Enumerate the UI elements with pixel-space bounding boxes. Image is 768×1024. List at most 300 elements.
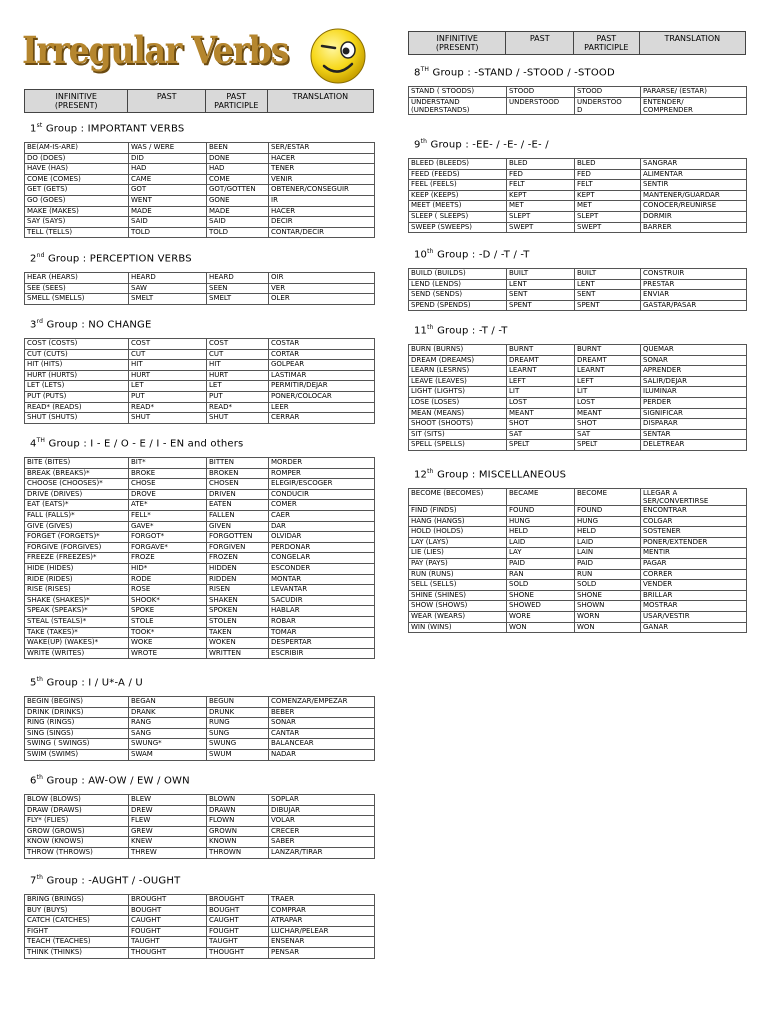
- infinitive-cell: HAVE (HAS): [25, 164, 129, 175]
- group-ordinal-suffix: th: [36, 874, 44, 881]
- translation-cell: SANGRAR: [641, 159, 747, 170]
- translation-cell: SOSTENER: [641, 527, 747, 538]
- past-cell: TAUGHT: [129, 937, 207, 948]
- translation-cell: BRILLAR: [641, 590, 747, 601]
- infinitive-cell: SHAKE (SHAKES)*: [25, 595, 129, 606]
- infinitive-cell: PAY (PAYS): [409, 558, 507, 569]
- past-cell: SOLD: [507, 580, 575, 591]
- participle-cell: HIT: [207, 360, 269, 371]
- past-cell: GREW: [129, 826, 207, 837]
- infinitive-cell: SIT (SITS): [409, 429, 507, 440]
- participle-cell: LENT: [575, 279, 641, 290]
- translation-cell: PERDER: [641, 397, 747, 408]
- participle-cell: CAUGHT: [207, 916, 269, 927]
- translation-cell: ENTENDER/ COMPRENDER: [641, 97, 747, 114]
- table-row: [25, 339, 375, 350]
- group-heading: [30, 318, 152, 330]
- past-cell: LAID: [507, 537, 575, 548]
- participle-cell: FORGIVEN: [207, 542, 269, 553]
- group-number: 3: [30, 319, 37, 331]
- table-row: [409, 159, 747, 170]
- participle-cell: FLOWN: [207, 816, 269, 827]
- past-cell: BLEW: [129, 795, 207, 806]
- translation-cell: GOLPEAR: [269, 360, 375, 371]
- infinitive-cell: HOLD (HOLDS): [409, 527, 507, 538]
- participle-cell: LAIN: [575, 548, 641, 559]
- infinitive-cell: TEACH (TEACHES): [25, 937, 129, 948]
- participle-cell: LOST: [575, 397, 641, 408]
- infinitive-cell: HEAR (HEARS): [25, 273, 129, 284]
- past-cell: PUT: [129, 391, 207, 402]
- past-cell: SENT: [507, 290, 575, 301]
- group-ordinal-suffix: TH: [36, 437, 46, 444]
- translation-cell: IR: [269, 195, 375, 206]
- infinitive-cell: HANG (HANGS): [409, 516, 507, 527]
- participle-cell: BUILT: [575, 269, 641, 280]
- participle-cell: LEARNT: [575, 366, 641, 377]
- infinitive-cell: FREEZE (FREEZES)*: [25, 553, 129, 564]
- table-row: [25, 349, 375, 360]
- past-cell: WROTE: [129, 648, 207, 659]
- table-row: [409, 180, 747, 191]
- infinitive-cell: THINK (THINKS): [25, 947, 129, 958]
- group-number: 11: [414, 325, 428, 337]
- infinitive-cell: SMELL (SMELLS): [25, 294, 129, 305]
- infinitive-cell: BURN (BURNS): [409, 345, 507, 356]
- table-row: [25, 916, 375, 927]
- table-row: [25, 500, 375, 511]
- infinitive-cell: LIGHT (LIGHTS): [409, 387, 507, 398]
- table-row: [409, 376, 747, 387]
- past-cell: CHOSE: [129, 479, 207, 490]
- participle-cell: LEFT: [575, 376, 641, 387]
- past-cell: WON: [507, 622, 575, 633]
- participle-cell: LET: [207, 381, 269, 392]
- infinitive-cell: MAKE (MAKES): [25, 206, 129, 217]
- header-translation: TRANSLATION: [664, 34, 721, 43]
- participle-cell: SOLD: [575, 580, 641, 591]
- infinitive-cell: PUT (PUTS): [25, 391, 129, 402]
- infinitive-cell: LEARN (LESRNS): [409, 366, 507, 377]
- translation-cell: SIGNIFICAR: [641, 408, 747, 419]
- participle-cell: GOT/GOTTEN: [207, 185, 269, 196]
- infinitive-cell: MEAN (MEANS): [409, 408, 507, 419]
- group-ordinal-suffix: th: [36, 676, 44, 683]
- translation-cell: LUCHAR/PELEAR: [269, 926, 375, 937]
- participle-cell: MET: [575, 201, 641, 212]
- participle-cell: TAUGHT: [207, 937, 269, 948]
- participle-cell: BROKEN: [207, 468, 269, 479]
- participle-cell: BLED: [575, 159, 641, 170]
- verb-table: [24, 338, 375, 424]
- table-row: [25, 563, 375, 574]
- table-row: [25, 638, 375, 649]
- table-row: [409, 408, 747, 419]
- infinitive-cell: HIT (HITS): [25, 360, 129, 371]
- left-table-header: [24, 89, 374, 113]
- table-row: [409, 169, 747, 180]
- infinitive-cell: LAY (LAYS): [409, 537, 507, 548]
- table-row: [409, 279, 747, 290]
- table-row: [409, 345, 747, 356]
- past-cell: GOT: [129, 185, 207, 196]
- table-row: [25, 458, 375, 469]
- past-cell: BECAME: [507, 489, 575, 506]
- table-row: [25, 805, 375, 816]
- participle-cell: WOKEN: [207, 638, 269, 649]
- infinitive-cell: LET (LETS): [25, 381, 129, 392]
- group-label: Group : -AUGHT / -OUGHT: [43, 875, 181, 887]
- past-cell: READ*: [129, 402, 207, 413]
- past-cell: BROUGHT: [129, 895, 207, 906]
- past-cell: THOUGHT: [129, 947, 207, 958]
- table-row: [409, 222, 747, 233]
- table-row: [25, 905, 375, 916]
- infinitive-cell: FLY* (FLIES): [25, 816, 129, 827]
- table-row: [25, 847, 375, 858]
- participle-cell: RUN: [575, 569, 641, 580]
- participle-cell: UNDERSTOO D: [575, 97, 641, 114]
- translation-cell: HACER: [269, 153, 375, 164]
- infinitive-cell: RING (RINGS): [25, 718, 129, 729]
- table-row: [25, 718, 375, 729]
- infinitive-cell: LIE (LIES): [409, 548, 507, 559]
- header-past: PAST: [128, 90, 206, 112]
- header-participle: PAST PARTICIPLE: [574, 32, 640, 54]
- participle-cell: SHOWN: [575, 601, 641, 612]
- infinitive-cell: SPELL (SPELLS): [409, 440, 507, 451]
- translation-cell: OBTENER/CONSEGUIR: [269, 185, 375, 196]
- table-row: [409, 516, 747, 527]
- participle-cell: FELT: [575, 180, 641, 191]
- translation-cell: CONTAR/DECIR: [269, 227, 375, 238]
- verb-table: [24, 457, 375, 659]
- translation-cell: MANTENER/GUARDAR: [641, 190, 747, 201]
- infinitive-cell: MEET (MEETS): [409, 201, 507, 212]
- participle-cell: BROUGHT: [207, 895, 269, 906]
- group-heading: [414, 468, 566, 480]
- group-number: 10: [414, 249, 428, 261]
- group-ordinal-suffix: th: [427, 248, 434, 255]
- table-row: [409, 537, 747, 548]
- infinitive-cell: DREAM (DREAMS): [409, 355, 507, 366]
- past-cell: FOUGHT: [129, 926, 207, 937]
- table-row: [25, 947, 375, 958]
- translation-cell: SENTIR: [641, 180, 747, 191]
- table-row: [409, 419, 747, 430]
- table-row: [25, 413, 375, 424]
- infinitive-cell: RUN (RUNS): [409, 569, 507, 580]
- participle-cell: SHONE: [575, 590, 641, 601]
- table-row: [409, 622, 747, 633]
- right-table-header: [408, 31, 746, 55]
- table-row: [25, 294, 375, 305]
- group-ordinal-suffix: rd: [36, 318, 44, 325]
- group-label: Group : AW-OW / EW / OWN: [43, 775, 190, 787]
- table-row: [25, 370, 375, 381]
- past-cell: BIT*: [129, 458, 207, 469]
- table-row: [409, 440, 747, 451]
- infinitive-cell: SPEND (SPENDS): [409, 300, 507, 311]
- participle-cell: PAID: [575, 558, 641, 569]
- past-cell: FELL*: [129, 510, 207, 521]
- infinitive-cell: SLEEP ( SLEEPS): [409, 211, 507, 222]
- table-row: [409, 190, 747, 201]
- participle-cell: WORN: [575, 611, 641, 622]
- group-number: 8: [414, 67, 421, 79]
- translation-cell: LEER: [269, 402, 375, 413]
- group-number: 9: [414, 139, 421, 151]
- participle-cell: STOLEN: [207, 616, 269, 627]
- infinitive-cell: DO (DOES): [25, 153, 129, 164]
- translation-cell: COMER: [269, 500, 375, 511]
- participle-cell: RISEN: [207, 585, 269, 596]
- infinitive-cell: RISE (RISES): [25, 585, 129, 596]
- infinitive-cell: TAKE (TAKES)*: [25, 627, 129, 638]
- past-cell: TOLD: [129, 227, 207, 238]
- participle-cell: PUT: [207, 391, 269, 402]
- table-row: [25, 707, 375, 718]
- verb-table: [24, 272, 375, 305]
- participle-cell: HEARD: [207, 273, 269, 284]
- translation-cell: DELETREAR: [641, 440, 747, 451]
- past-cell: KNEW: [129, 837, 207, 848]
- verb-table: [24, 142, 375, 238]
- past-cell: KEPT: [507, 190, 575, 201]
- infinitive-cell: TELL (TELLS): [25, 227, 129, 238]
- group-heading: [414, 248, 530, 260]
- past-cell: HUNG: [507, 516, 575, 527]
- translation-cell: COMENZAR/EMPEZAR: [269, 697, 375, 708]
- translation-cell: CONDUCIR: [269, 489, 375, 500]
- translation-cell: OIR: [269, 273, 375, 284]
- infinitive-cell: READ* (READS): [25, 402, 129, 413]
- translation-cell: DECIR: [269, 217, 375, 228]
- participle-cell: READ*: [207, 402, 269, 413]
- table-row: [25, 606, 375, 617]
- table-row: [25, 227, 375, 238]
- infinitive-cell: BUY (BUYS): [25, 905, 129, 916]
- infinitive-cell: SHINE (SHINES): [409, 590, 507, 601]
- past-cell: LET: [129, 381, 207, 392]
- past-cell: RODE: [129, 574, 207, 585]
- translation-cell: BALANCEAR: [269, 739, 375, 750]
- table-row: [25, 937, 375, 948]
- translation-cell: CAER: [269, 510, 375, 521]
- translation-cell: GASTAR/PASAR: [641, 300, 747, 311]
- table-row: [25, 542, 375, 553]
- infinitive-cell: DRINK (DRINKS): [25, 707, 129, 718]
- past-cell: SHOT: [507, 419, 575, 430]
- past-cell: HEARD: [129, 273, 207, 284]
- translation-cell: CORRER: [641, 569, 747, 580]
- past-cell: HELD: [507, 527, 575, 538]
- participle-cell: RUNG: [207, 718, 269, 729]
- group-ordinal-suffix: th: [36, 774, 44, 781]
- infinitive-cell: SEND (SENDS): [409, 290, 507, 301]
- translation-cell: SALIR/DEJAR: [641, 376, 747, 387]
- past-cell: FROZE: [129, 553, 207, 564]
- infinitive-cell: FALL (FALLS)*: [25, 510, 129, 521]
- table-row: [409, 201, 747, 212]
- infinitive-cell: SING (SINGS): [25, 728, 129, 739]
- past-cell: WENT: [129, 195, 207, 206]
- participle-cell: BECOME: [575, 489, 641, 506]
- translation-cell: ENCONTRAR: [641, 506, 747, 517]
- group-heading: [30, 774, 190, 786]
- infinitive-cell: GO (GOES): [25, 195, 129, 206]
- past-cell: BUILT: [507, 269, 575, 280]
- table-row: [25, 217, 375, 228]
- table-row: [409, 580, 747, 591]
- participle-cell: DRUNK: [207, 707, 269, 718]
- group-ordinal-suffix: st: [36, 122, 43, 129]
- translation-cell: SOPLAR: [269, 795, 375, 806]
- infinitive-cell: WEAR (WEARS): [409, 611, 507, 622]
- past-cell: FED: [507, 169, 575, 180]
- participle-cell: SHOT: [575, 419, 641, 430]
- group-heading: [30, 676, 143, 688]
- infinitive-cell: SWIM (SWIMS): [25, 749, 129, 760]
- verb-table: [24, 894, 375, 959]
- table-row: [409, 87, 747, 98]
- infinitive-cell: KNOW (KNOWS): [25, 837, 129, 848]
- translation-cell: SER/ESTAR: [269, 143, 375, 154]
- table-row: [409, 387, 747, 398]
- table-row: [25, 273, 375, 284]
- table-row: [409, 397, 747, 408]
- table-row: [409, 429, 747, 440]
- winking-smiley-icon: [308, 26, 368, 86]
- past-cell: FORGAVE*: [129, 542, 207, 553]
- translation-cell: SONAR: [269, 718, 375, 729]
- past-cell: DREW: [129, 805, 207, 816]
- participle-cell: GIVEN: [207, 521, 269, 532]
- table-row: [25, 479, 375, 490]
- table-row: [25, 627, 375, 638]
- translation-cell: PRESTAR: [641, 279, 747, 290]
- infinitive-cell: SAY (SAYS): [25, 217, 129, 228]
- past-cell: CAME: [129, 174, 207, 185]
- table-row: [25, 153, 375, 164]
- translation-cell: OLVIDAR: [269, 532, 375, 543]
- translation-cell: LANZAR/TIRAR: [269, 847, 375, 858]
- header-past: PAST: [506, 32, 574, 54]
- participle-cell: LAID: [575, 537, 641, 548]
- participle-cell: SUNG: [207, 728, 269, 739]
- table-row: [409, 527, 747, 538]
- table-row: [409, 300, 747, 311]
- group-number: 6: [30, 775, 37, 787]
- infinitive-cell: STAND ( STOODS): [409, 87, 507, 98]
- translation-cell: CORTAR: [269, 349, 375, 360]
- participle-cell: SHUT: [207, 413, 269, 424]
- infinitive-cell: BECOME (BECOMES): [409, 489, 507, 506]
- participle-cell: HURT: [207, 370, 269, 381]
- translation-cell: PERMITIR/DEJAR: [269, 381, 375, 392]
- translation-cell: CONSTRUIR: [641, 269, 747, 280]
- translation-cell: APRENDER: [641, 366, 747, 377]
- table-row: [409, 558, 747, 569]
- participle-cell: KEPT: [575, 190, 641, 201]
- table-row: [409, 97, 747, 114]
- past-cell: BURNT: [507, 345, 575, 356]
- group-label: Group : -T / -T: [433, 325, 508, 337]
- translation-cell: DIBUJAR: [269, 805, 375, 816]
- participle-cell: WON: [575, 622, 641, 633]
- infinitive-cell: WIN (WINS): [409, 622, 507, 633]
- participle-cell: SENT: [575, 290, 641, 301]
- past-cell: BOUGHT: [129, 905, 207, 916]
- group-label: Group : I - E / O - E / I - EN and others: [45, 438, 244, 450]
- participle-cell: BEEN: [207, 143, 269, 154]
- participle-cell: BOUGHT: [207, 905, 269, 916]
- group-heading: [30, 122, 184, 134]
- table-row: [25, 739, 375, 750]
- translation-cell: ESCONDER: [269, 563, 375, 574]
- translation-cell: COMPRAR: [269, 905, 375, 916]
- infinitive-cell: SELL (SELLS): [409, 580, 507, 591]
- participle-cell: SAT: [575, 429, 641, 440]
- past-cell: WAS / WERE: [129, 143, 207, 154]
- group-label: Group : IMPORTANT VERBS: [42, 123, 185, 135]
- infinitive-cell: SEE (SEES): [25, 283, 129, 294]
- table-row: [25, 648, 375, 659]
- past-cell: LENT: [507, 279, 575, 290]
- past-cell: UNDERSTOOD: [507, 97, 575, 114]
- past-cell: SWUNG*: [129, 739, 207, 750]
- translation-cell: ELEGIR/ESCOGER: [269, 479, 375, 490]
- participle-cell: STOOD: [575, 87, 641, 98]
- table-row: [25, 895, 375, 906]
- translation-cell: SOÑAR: [641, 355, 747, 366]
- group-ordinal-suffix: TH: [420, 66, 430, 73]
- group-heading: [30, 437, 243, 449]
- participle-cell: SWUM: [207, 749, 269, 760]
- table-row: [409, 569, 747, 580]
- group-number: 1: [30, 123, 37, 135]
- infinitive-cell: LOSE (LOSES): [409, 397, 507, 408]
- participle-cell: SEEN: [207, 283, 269, 294]
- infinitive-cell: GET (GETS): [25, 185, 129, 196]
- past-cell: THREW: [129, 847, 207, 858]
- translation-cell: HABLAR: [269, 606, 375, 617]
- group-number: 5: [30, 677, 37, 689]
- past-cell: FLEW: [129, 816, 207, 827]
- translation-cell: ESCRIBIR: [269, 648, 375, 659]
- group-heading: [30, 252, 192, 264]
- past-cell: PAID: [507, 558, 575, 569]
- translation-cell: ENSEÑAR: [269, 937, 375, 948]
- translation-cell: SABER: [269, 837, 375, 848]
- verb-table: [408, 158, 747, 233]
- participle-cell: HELD: [575, 527, 641, 538]
- participle-cell: RIDDEN: [207, 574, 269, 585]
- past-cell: SWEPT: [507, 222, 575, 233]
- participle-cell: SMELT: [207, 294, 269, 305]
- translation-cell: USAR/VESTIR: [641, 611, 747, 622]
- participle-cell: THROWN: [207, 847, 269, 858]
- infinitive-cell: COST (COSTS): [25, 339, 129, 350]
- past-cell: DROVE: [129, 489, 207, 500]
- translation-cell: LEVANTAR: [269, 585, 375, 596]
- infinitive-cell: WRITE (WRITES): [25, 648, 129, 659]
- past-cell: DID: [129, 153, 207, 164]
- past-cell: SAID: [129, 217, 207, 228]
- past-cell: BLED: [507, 159, 575, 170]
- past-cell: TOOK*: [129, 627, 207, 638]
- translation-cell: CANTAR: [269, 728, 375, 739]
